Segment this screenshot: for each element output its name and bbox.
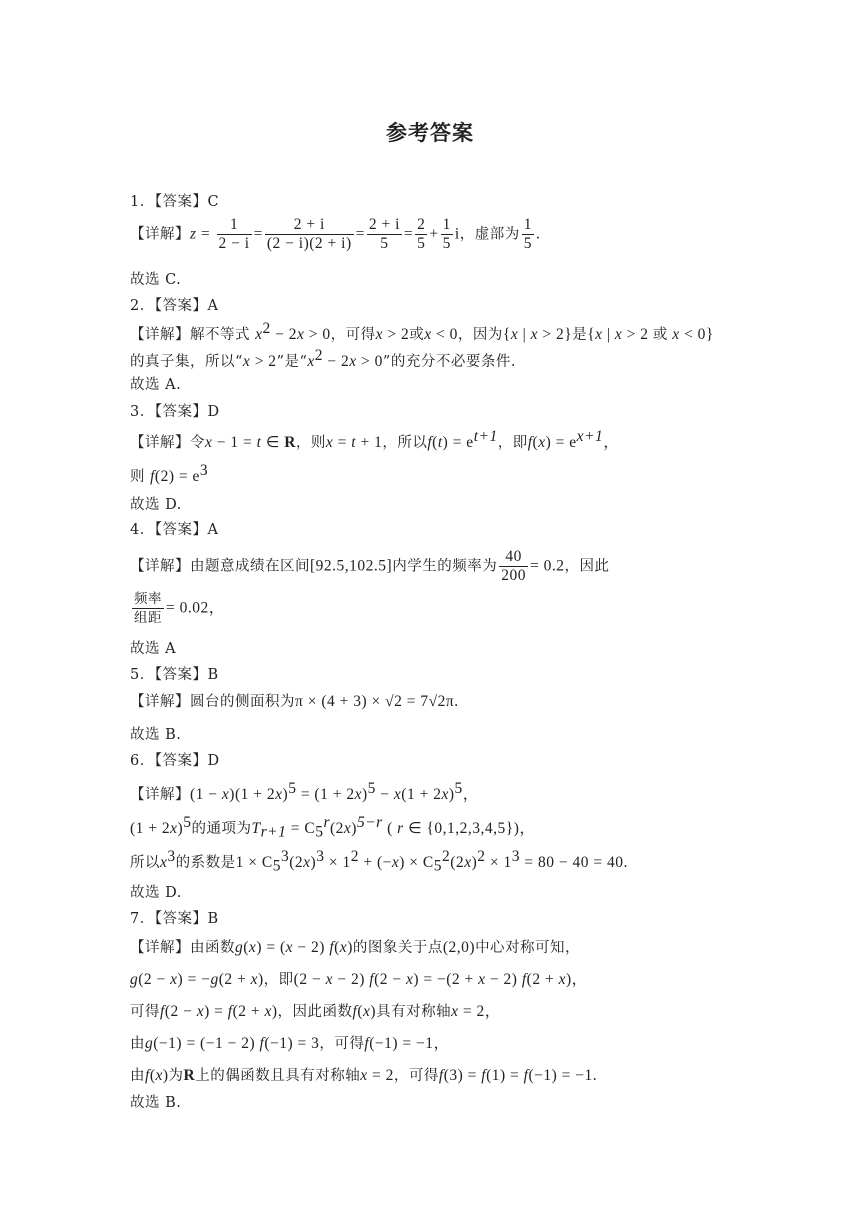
detail-2b: 的真子集，所以“x > 2”是“$x^2 - 2x > 0$”的充分不必要条件. <box>130 347 516 370</box>
detail-7e: 由f(x)为R上的偶函数且具有对称轴x = 2，可得f(3) = f(1) = f(−1) = −1. <box>130 1067 598 1084</box>
detail-6c: 所以$x^3$的系数是$1 \times C_5^3(2x)^3 \times 1^2 + (-x) \times C_5^2(2x)^2 \times 1^3 = 80 - 40 = 40$. <box>130 848 628 875</box>
page-title: 参考答案 <box>386 121 474 145</box>
detail-3b: 则 $f(2) = e^3$ <box>130 462 209 485</box>
answer-7: 7．【答案】B <box>130 911 219 927</box>
detail-4: 【详解】由题意成绩在区间[92.5,102.5]内学生的频率为 $\frac{40}{200}$ = 0.2，因此 <box>130 548 610 584</box>
detail-7c: 可得f(2 − x) = f(2 + x)，因此函数f(x)具有对称轴x = 2， <box>130 1003 501 1020</box>
conclusion-7: 故选 B. <box>130 1095 182 1111</box>
detail-2: 【详解】解不等式 $x^2 - 2x > 0$，可得x > 2或x < 0，因为{x | x > 2}是{x | x > 2 或 x < 0} <box>130 320 714 343</box>
conclusion-3: 故选 D. <box>130 497 182 513</box>
detail-6: 【详解】$(1 - x)(1 + 2x)^5 = (1 + 2x)^5 - x(1 + 2x)^5$， <box>130 780 479 803</box>
detail-7b: g(2 − x) = −g(2 + x)，即(2 − x − 2) f(2 − x) = −(2 + x − 2) f(2 + x)， <box>130 971 588 988</box>
answer-5: 5．【答案】B <box>130 667 219 683</box>
conclusion-4: 故选 A <box>130 641 177 657</box>
conclusion-5: 故选 B. <box>130 727 182 743</box>
detail-1: 【详解】z = $\frac{1}{2 - i}$ = $\frac{2 + i}{(2 - i)(2 + i)}$ = $\frac{2 + i}{5}$ = $\frac{2}{5}$ + $\frac{1}{5}$ i，虚部为 $\frac{1}{5}$ . <box>130 216 541 252</box>
detail-4b: $\frac{\text{频率}}{\text{组距}}$ = 0.02， <box>134 591 225 626</box>
answer-4: 4．【答案】A <box>130 522 219 538</box>
conclusion-6: 故选 D. <box>130 885 182 901</box>
detail-6b: $(1 + 2x)^5$的通项为$T_{r+1} = C_5^r(2x)^{5-r}$ ( r ∈ {0,1,2,3,4,5})， <box>130 814 536 841</box>
answer-1: 1．【答案】C <box>130 194 220 210</box>
conclusion-2: 故选 A. <box>130 377 182 393</box>
detail-5: 【详解】圆台的侧面积为π × (4 + 3) × √2 = 7√2π. <box>130 693 459 710</box>
detail-7: 【详解】由函数g(x) = (x − 2) f(x)的图象关于点(2,0)中心对称可知， <box>130 939 581 956</box>
detail-3: 【详解】令x − 1 = t ∈ R，则x = t + 1，所以$f(t) = e^{t+1}$，即$f(x) = e^{x+1}$， <box>130 428 620 451</box>
detail-7d: 由g(−1) = (−1 − 2) f(−1) = 3，可得f(−1) = −1， <box>130 1035 450 1052</box>
answer-6: 6．【答案】D <box>130 753 220 769</box>
answer-3: 3．【答案】D <box>130 404 220 420</box>
answer-2: 2．【答案】A <box>130 298 219 314</box>
conclusion-1: 故选 C. <box>130 272 182 288</box>
